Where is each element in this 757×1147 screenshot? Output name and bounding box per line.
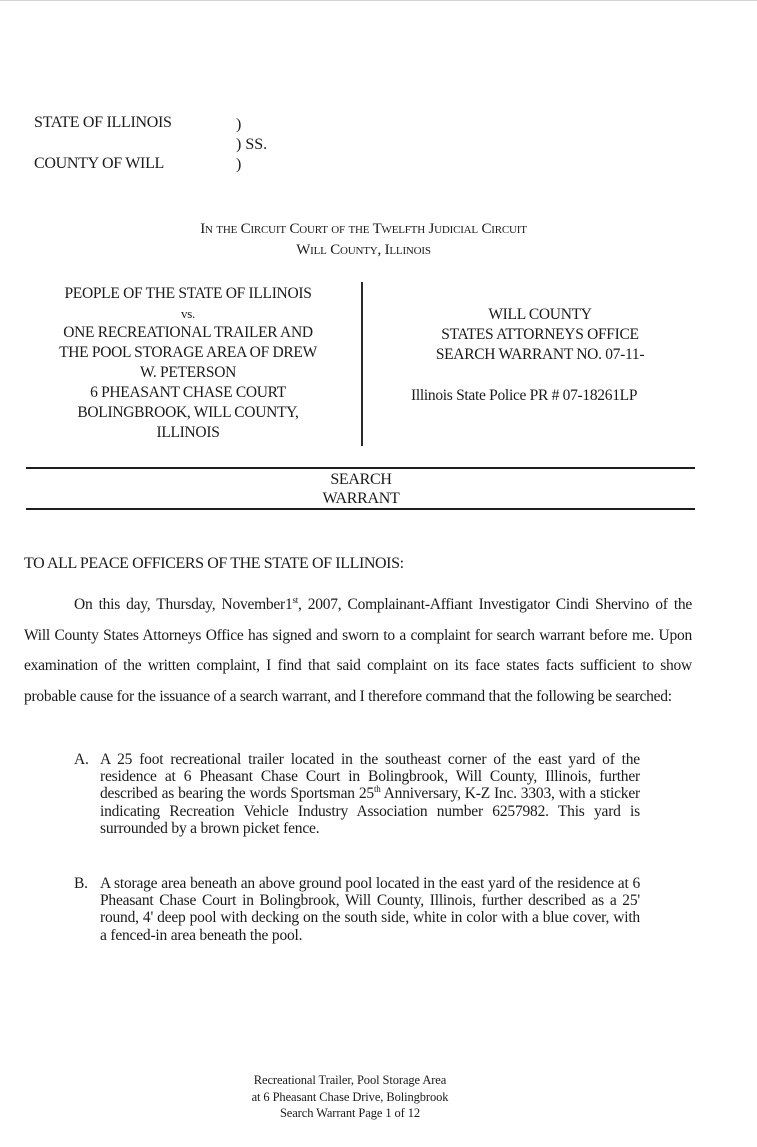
item-text-part: A 25 foot recreational trailer located in the southeast corner of the east yard of the residence at 6 Pheasant Chase Court in Bolingbrook, Will County, Illinois, further described as bearing the words Sportsman 25: [100, 751, 640, 803]
footer-line2: at 6 Pheasant Chase Drive, Bolingbrook: [251, 1089, 449, 1104]
defendant-line: W. PETERSON: [139, 364, 237, 381]
item-letter: B.: [74, 875, 88, 892]
defendant-line: ILLINOIS: [156, 424, 220, 441]
body-text-after-date: , 2007, Complainant-Affiant Investigator Cindi Shervino of the Will County States Attorneys Office has signed and sworn to a complaint for search warrant before me. Upon examination of the written complaint, I find that said complaint on its face states facts sufficient to show probable cause for the issuance of a search warrant, and I therefore command that the following be searched:: [24, 596, 693, 705]
item-description: [100, 751, 640, 837]
title-rule-bottom: [26, 508, 695, 510]
salutation: TO ALL PEACE OFFICERS OF THE STATE OF ILLINOIS:: [24, 555, 404, 572]
versus-label: vs.: [181, 306, 195, 321]
body-text-before-date: On this day, Thursday, November1: [74, 596, 293, 613]
defendant-line: 6 PHEASANT CHASE COURT: [90, 384, 286, 401]
police-reference: Illinois State Police PR # 07-18261LP: [411, 387, 638, 404]
item-text-part: Anniversary, K-Z Inc. 3303, with a sticker indicating Recreation Vehicle Industry Association number 6257982. This yard is surrounded by a brown picket fence.: [100, 785, 640, 837]
office-block: [395, 305, 685, 365]
page-footer: [0, 1072, 700, 1122]
plaintiff-name: PEOPLE OF THE STATE OF ILLINOIS: [64, 285, 312, 302]
date-ordinal-suffix: st: [292, 594, 298, 605]
document-title-line1: SEARCH: [330, 471, 392, 488]
ordinal-suffix: th: [373, 784, 381, 795]
venue-county: COUNTY OF WILL: [34, 155, 165, 172]
footer-page-number: Search Warrant Page 1 of 12: [279, 1106, 421, 1120]
court-header-line1: In the Circuit Court of the Twelfth Judicial Circuit: [200, 221, 527, 237]
item-letter: A.: [74, 751, 89, 768]
office-name: STATES ATTORNEYS OFFICE: [441, 326, 639, 343]
footer-line1: Recreational Trailer, Pool Storage Area: [253, 1073, 447, 1087]
office-county: WILL COUNTY: [488, 306, 592, 323]
warrant-number: SEARCH WARRANT NO. 07-11-: [435, 346, 645, 363]
case-parties: [26, 284, 350, 443]
venue-paren-top: ): [236, 116, 242, 133]
court-header-line2: Will County, Illinois: [296, 242, 431, 258]
document-title-line2: WARRANT: [322, 490, 400, 507]
caption-divider: [361, 282, 363, 446]
venue-paren-ss: ) SS.: [236, 136, 268, 153]
venue-state: STATE OF ILLINOIS: [34, 114, 172, 131]
item-description: A storage area beneath an above ground pool located in the east yard of the residence at 6 Pheasant Chase Court in Bolingbrook, Will County, Illinois, further described as a 25' round, 4' deep pool with decking on the south side, white in color with a blue cover, with a fenced-in area beneath the pool.: [100, 875, 640, 944]
search-item-a: [74, 751, 640, 837]
search-item-b: [74, 875, 640, 944]
defendant-line: ONE RECREATIONAL TRAILER AND: [63, 324, 313, 341]
title-rule-top: [26, 467, 695, 469]
defendant-line: BOLINGBROOK, WILL COUNTY,: [77, 404, 299, 421]
defendant-line: THE POOL STORAGE AREA OF DREW: [59, 344, 317, 361]
body-paragraph: [24, 590, 692, 712]
venue-paren-bottom: ): [236, 156, 242, 173]
